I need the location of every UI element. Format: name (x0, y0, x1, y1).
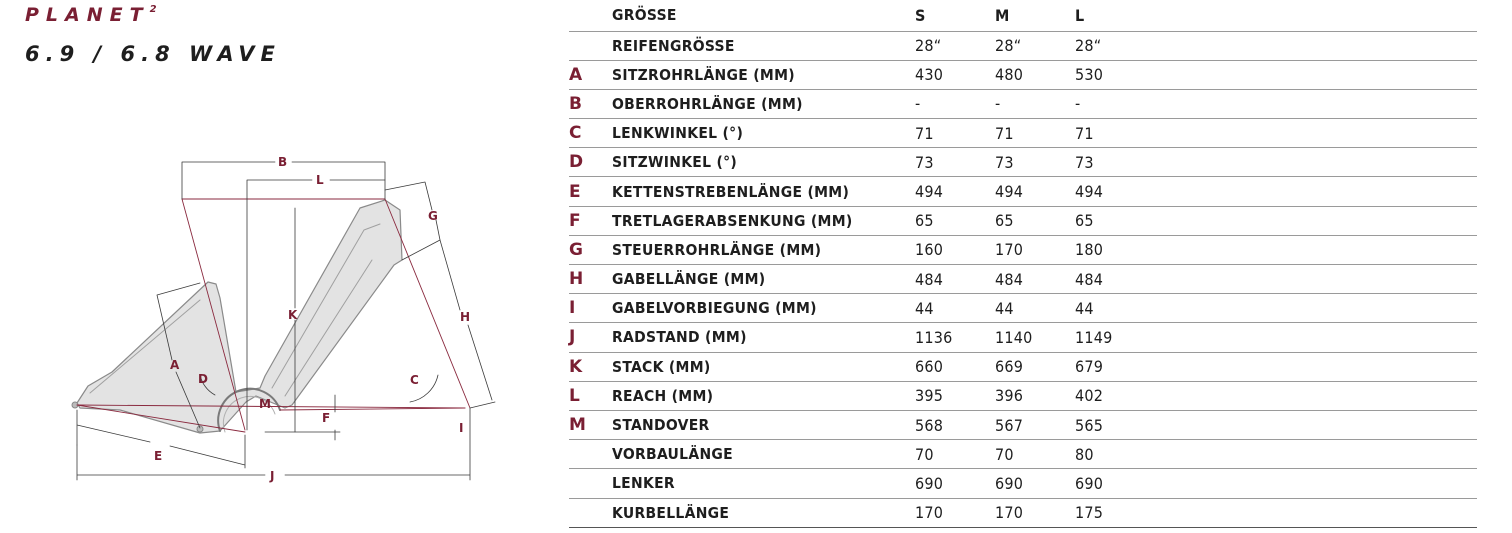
value-size-s: 170 (915, 503, 944, 523)
table-row (569, 499, 1477, 528)
row-letter: F (569, 210, 581, 231)
value-size-m: 44 (995, 298, 1014, 318)
row-label: REACH (MM) (612, 386, 714, 405)
value-size-s: 70 (915, 444, 934, 464)
row-letter: G (569, 239, 583, 260)
dim-label-g: G (428, 209, 438, 223)
dim-label-b: B (278, 155, 288, 169)
table-row (569, 294, 1477, 323)
value-size-l: 565 (1075, 415, 1104, 435)
row-label: GABELVORBIEGUNG (MM) (612, 299, 817, 318)
value-size-l: 175 (1075, 503, 1104, 523)
value-size-m: 567 (995, 415, 1024, 435)
dim-label-e: E (154, 449, 163, 463)
value-size-s: 28“ (915, 36, 942, 56)
table-row (569, 177, 1477, 206)
row-letter: C (569, 123, 582, 144)
table-row (569, 469, 1477, 498)
value-size-m: 396 (995, 386, 1024, 406)
value-size-l: 402 (1075, 386, 1104, 406)
row-letter: D (569, 152, 584, 173)
dim-label-k: K (288, 308, 298, 322)
row-label: RADSTAND (MM) (612, 328, 747, 347)
row-label: LENKWINKEL (°) (612, 124, 744, 143)
value-size-s: 395 (915, 386, 944, 406)
row-letter: I (569, 298, 576, 319)
value-size-m: 28“ (995, 36, 1022, 56)
row-label: STEUERROHRLÄNGE (MM) (612, 240, 822, 259)
value-size-l: 71 (1075, 123, 1094, 143)
table-row (569, 353, 1477, 382)
table-row (569, 265, 1477, 294)
header-size-s: S (915, 5, 926, 25)
value-size-s: 660 (915, 357, 944, 377)
row-letter: H (569, 269, 584, 290)
row-label: REIFENGRÖSSE (612, 36, 735, 55)
value-size-l: 679 (1075, 357, 1104, 377)
table-row (569, 32, 1477, 61)
geometry-table (569, 0, 1477, 528)
table-row (569, 148, 1477, 177)
value-size-l: 65 (1075, 211, 1094, 231)
value-size-s: 44 (915, 298, 934, 318)
value-size-l: - (1075, 94, 1081, 114)
value-size-s: 71 (915, 123, 934, 143)
value-size-m: 480 (995, 65, 1024, 85)
value-size-m: 65 (995, 211, 1014, 231)
value-size-s: 160 (915, 240, 944, 260)
row-label: STANDOVER (612, 416, 710, 435)
row-label: GABELLÄNGE (MM) (612, 270, 766, 289)
row-label: STACK (MM) (612, 357, 711, 376)
row-letter: E (569, 181, 581, 202)
value-size-m: 494 (995, 182, 1024, 202)
row-letter: M (569, 415, 586, 436)
header-label: GRÖSSE (612, 6, 677, 25)
dim-label-d: D (198, 372, 208, 386)
value-size-s: 1136 (915, 327, 953, 347)
table-row (569, 382, 1477, 411)
table-row (569, 236, 1477, 265)
dim-label-m: M (259, 397, 271, 411)
value-size-s: 690 (915, 473, 944, 493)
row-label: OBERROHRLÄNGE (MM) (612, 94, 803, 113)
value-size-l: 494 (1075, 182, 1104, 202)
value-size-m: 71 (995, 123, 1014, 143)
value-size-l: 180 (1075, 240, 1104, 260)
value-size-l: 530 (1075, 65, 1104, 85)
row-label: KETTENSTREBENLÄNGE (MM) (612, 182, 850, 201)
table-row (569, 90, 1477, 119)
value-size-s: 484 (915, 269, 944, 289)
dim-label-j: J (270, 469, 275, 483)
value-size-s: 65 (915, 211, 934, 231)
value-size-m: 70 (995, 444, 1014, 464)
row-letter: B (569, 93, 582, 114)
dim-label-i: I (459, 421, 464, 435)
dim-label-f: F (322, 411, 331, 425)
model-variant: 6.9 / 6.8 WAVE (25, 42, 281, 66)
row-letter: J (569, 327, 576, 348)
header-size-m: M (995, 5, 1010, 25)
value-size-m: 669 (995, 357, 1024, 377)
row-label: VORBAULÄNGE (612, 445, 733, 464)
value-size-m: - (995, 94, 1001, 114)
table-row (569, 119, 1477, 148)
row-label: KURBELLÄNGE (612, 503, 730, 522)
dim-label-c: C (410, 373, 419, 387)
value-size-m: 484 (995, 269, 1024, 289)
value-size-s: 73 (915, 152, 934, 172)
value-size-l: 44 (1075, 298, 1094, 318)
value-size-m: 170 (995, 240, 1024, 260)
frame-geometry-diagram (60, 150, 500, 495)
table-row (569, 61, 1477, 90)
table-row (569, 411, 1477, 440)
value-size-m: 73 (995, 152, 1014, 172)
row-label: LENKER (612, 474, 675, 493)
row-label: TRETLAGERABSENKUNG (MM) (612, 211, 853, 230)
row-letter: A (569, 64, 583, 85)
model-name: PLANET$^2$ (25, 3, 157, 26)
value-size-l: 28“ (1075, 36, 1102, 56)
value-size-s: 430 (915, 65, 944, 85)
row-letter: L (569, 385, 580, 406)
value-size-l: 484 (1075, 269, 1104, 289)
table-row (569, 207, 1477, 236)
table-header-row (569, 0, 1477, 32)
row-letter: K (569, 356, 583, 377)
value-size-m: 690 (995, 473, 1024, 493)
header-size-l: L (1075, 5, 1085, 25)
table-row (569, 440, 1477, 469)
table-row (569, 323, 1477, 352)
row-label: SITZROHRLÄNGE (MM) (612, 65, 795, 84)
value-size-s: 568 (915, 415, 944, 435)
value-size-s: - (915, 94, 921, 114)
value-size-l: 73 (1075, 152, 1094, 172)
value-size-l: 690 (1075, 473, 1104, 493)
dim-label-a: A (170, 358, 180, 372)
dim-label-l: L (316, 173, 324, 187)
value-size-s: 494 (915, 182, 944, 202)
value-size-m: 170 (995, 503, 1024, 523)
value-size-l: 1149 (1075, 327, 1113, 347)
value-size-m: 1140 (995, 327, 1033, 347)
row-label: SITZWINKEL (°) (612, 153, 738, 172)
value-size-l: 80 (1075, 444, 1094, 464)
dim-label-h: H (460, 310, 471, 324)
